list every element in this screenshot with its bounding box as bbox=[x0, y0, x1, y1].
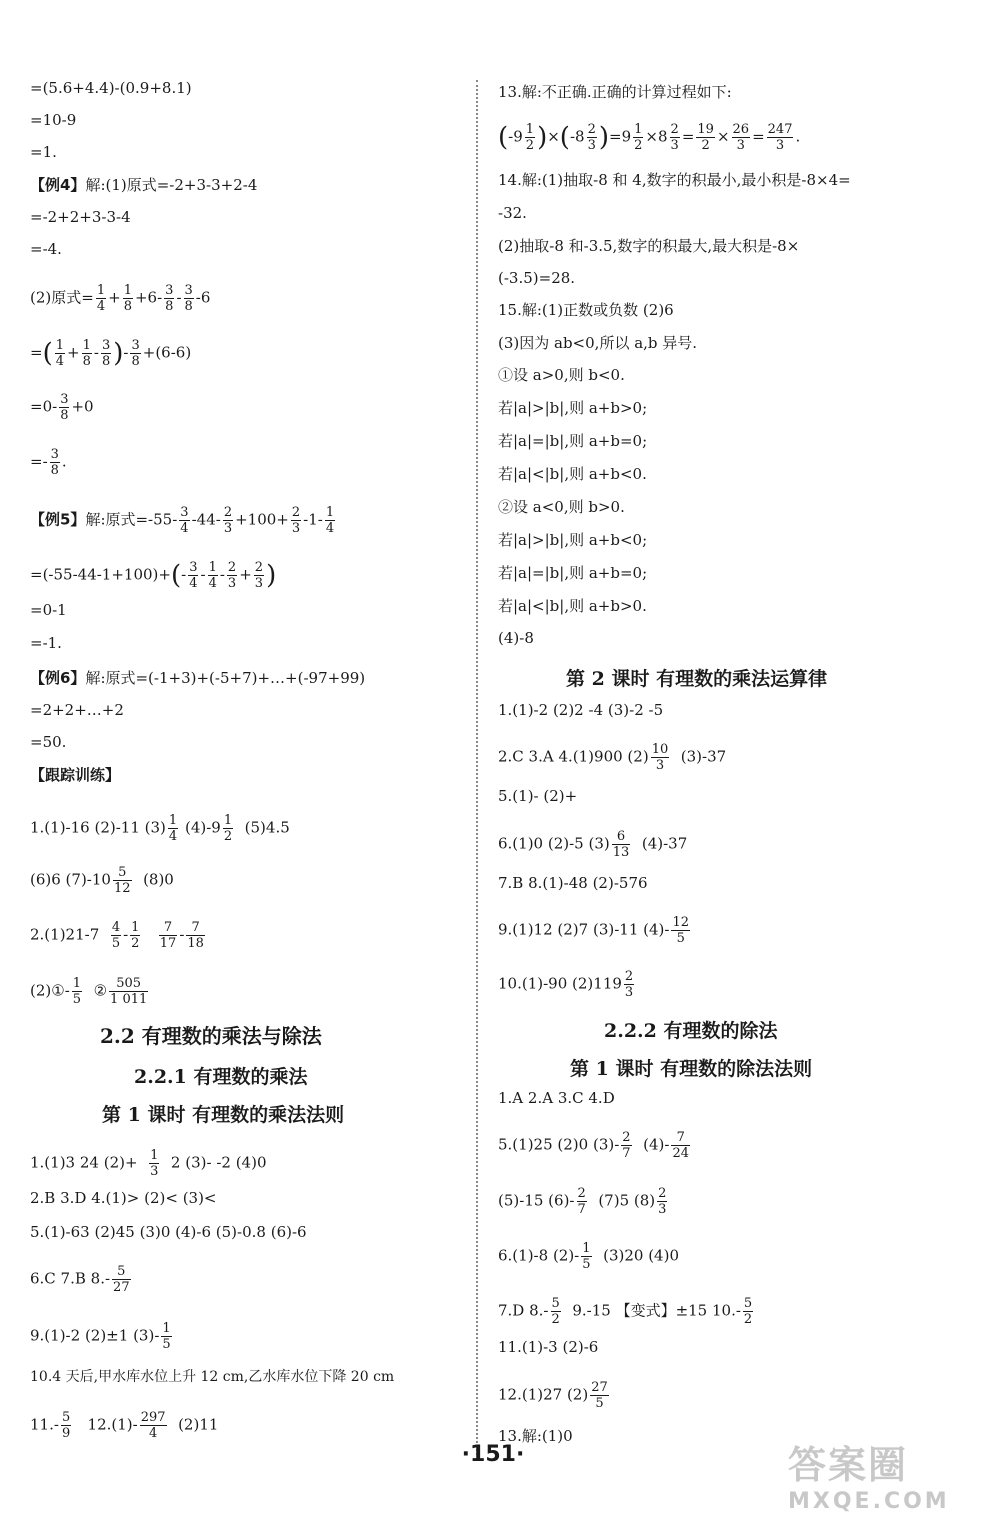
answer-line: 2.(1)21-7 $\frac{4}{5}$ - $\frac{1}{2}$ $\frac{7}{17}$ - $\frac{7}{18}$ bbox=[30, 920, 204, 951]
answer-line bbox=[30, 1410, 218, 1441]
text-line: ②设 a<0,则 b>0. bbox=[498, 498, 625, 516]
text-line: 若|a|>|b|,则 a+b<0; bbox=[498, 531, 648, 549]
text-line: 5.(1)- (2)+ bbox=[498, 787, 578, 805]
answer-line bbox=[498, 1380, 611, 1411]
text-line: 若|a|=|b|,则 a+b=0; bbox=[498, 432, 648, 450]
text: 6.(1)-8 (2)- bbox=[498, 1246, 580, 1265]
answer-line bbox=[498, 1130, 692, 1161]
fraction: $\frac{1}{2}$ bbox=[634, 122, 643, 153]
text-line: 1.A 2.A 3.C 4.D bbox=[498, 1089, 615, 1107]
fraction: $\frac{1}{4}$ bbox=[168, 813, 178, 844]
section-heading: 2.2 有理数的乘法与除法 bbox=[100, 1024, 322, 1048]
text: 1.(1)3 24 (2)+ bbox=[30, 1153, 138, 1172]
text: =0- bbox=[30, 397, 58, 416]
fraction: $\frac{1}{5}$ bbox=[582, 1241, 591, 1272]
column-divider bbox=[476, 80, 478, 1455]
text-line: (2)抽取-8 和-3.5,数字的积最大,最大积是-8× bbox=[498, 237, 800, 255]
text: 5.(1)25 (2)0 (3)- bbox=[498, 1135, 620, 1154]
fraction: $\frac{1}{4}$ bbox=[55, 338, 65, 369]
text-line: (4)-8 bbox=[498, 629, 534, 647]
fraction: $\frac{27}{5}$ bbox=[591, 1380, 608, 1411]
text: 6.(1)0 (2)-5 (3) bbox=[498, 834, 610, 853]
fraction: $\frac{5}{9}$ bbox=[61, 1410, 71, 1441]
watermark-logo bbox=[788, 1434, 968, 1524]
fraction: $\frac{247}{3}$ bbox=[767, 122, 793, 153]
answer-line bbox=[498, 829, 687, 860]
answer-line bbox=[498, 1296, 755, 1327]
fraction: $\frac{2}{3}$ bbox=[658, 1186, 667, 1217]
fraction: $\frac{26}{3}$ bbox=[732, 122, 750, 153]
math-line: =(-55-44-1+100)+(- $\frac{3}{4}$ - $\frac{1}{4}$ - $\frac{2}{3}$ + $\frac{2}{3}$ ) bbox=[30, 560, 277, 591]
text: 9.-15 【变式】±15 10.- bbox=[572, 1301, 741, 1320]
fraction: $\frac{5}{12}$ bbox=[113, 865, 131, 896]
text-line: =-2+2+3-3-4 bbox=[30, 208, 131, 226]
text: (4)- bbox=[643, 1135, 670, 1154]
text: (5)4.5 bbox=[244, 818, 290, 837]
fraction: $\frac{3}{8}$ bbox=[60, 392, 69, 423]
answer-line bbox=[30, 1148, 267, 1179]
fraction: $\frac{1}{2}$ bbox=[131, 920, 140, 951]
text-line: =-1. bbox=[30, 634, 62, 652]
text: (2)原式= bbox=[30, 288, 94, 307]
text-line: =10-9 bbox=[30, 111, 77, 129]
text: 12.(1)27 (2) bbox=[498, 1385, 589, 1404]
text: 1.(1)-16 (2)-11 (3) bbox=[30, 818, 166, 837]
text: (5)-15 (6)- bbox=[498, 1191, 575, 1210]
fraction: $\frac{2}{3}$ bbox=[624, 969, 634, 1000]
fraction: $\frac{1}{2}$ bbox=[525, 122, 535, 153]
tracking-training-label bbox=[30, 765, 120, 785]
math-line: (-9 $\frac{1}{2}$ )×(-8 $\frac{2}{3}$ )=9 $\frac{1}{2}$ ×8 $\frac{2}{3}$ = $\frac{19}{2}$ × $\frac{26}{3}$ = $\frac{247}{3}$ . bbox=[498, 122, 801, 153]
text: 7.D 8.- bbox=[498, 1301, 549, 1320]
example-5-line: 【例5】解:原式=-55- $\frac{3}{4}$ -44- $\frac{2}{3}$ +100+ $\frac{2}{3}$ -1- $\frac{1}{4}$ bbox=[30, 505, 335, 536]
fraction: $\frac{3}{4}$ bbox=[189, 560, 198, 591]
fraction: $\frac{2}{7}$ bbox=[622, 1130, 631, 1161]
example-tag: 【例5】 bbox=[30, 510, 86, 529]
text: 解:原式=-55- bbox=[85, 510, 178, 529]
fraction: $\frac{2}{3}$ bbox=[227, 560, 237, 591]
text: 2 (3)- -2 (4)0 bbox=[170, 1153, 267, 1172]
subsection-heading: 2.2.1 有理数的乘法 bbox=[134, 1066, 308, 1088]
text-line: 若|a|=|b|,则 a+b=0; bbox=[498, 564, 648, 582]
fraction: $\frac{1}{3}$ bbox=[150, 1148, 159, 1179]
fraction: $\frac{1}{5}$ bbox=[162, 1321, 171, 1352]
fraction: $\frac{3}{8}$ bbox=[50, 447, 59, 478]
text-line: 11.(1)-3 (2)-6 bbox=[498, 1338, 599, 1356]
math-line: =- $\frac{3}{8}$ . bbox=[30, 447, 67, 478]
text: 解:原式=(-1+3)+(-5+7)+…+(-97+99) bbox=[85, 669, 366, 687]
text: (3)20 (4)0 bbox=[603, 1246, 679, 1265]
fraction: $\frac{7}{17}$ bbox=[159, 920, 177, 951]
lesson-heading: 第 2 课时 有理数的乘法运算律 bbox=[566, 668, 828, 690]
fraction: $\frac{3}{8}$ bbox=[131, 338, 140, 369]
text: (4)-37 bbox=[641, 834, 688, 853]
fraction: $\frac{5}{27}$ bbox=[113, 1264, 130, 1295]
fraction: $\frac{1}{5}$ bbox=[72, 976, 82, 1007]
page-number: ·151· bbox=[461, 1442, 525, 1467]
text-line: 14.解:(1)抽取-8 和 4,数字的积最小,最小积是-8×4= bbox=[498, 171, 851, 189]
text-line: 13.解:(1)0 bbox=[498, 1427, 573, 1445]
text: (2)①- bbox=[30, 981, 70, 1000]
fraction: $\frac{19}{2}$ bbox=[697, 122, 714, 153]
answer-line bbox=[30, 1321, 174, 1352]
text-line: 15.解:(1)正数或负数 (2)6 bbox=[498, 301, 674, 319]
text: (7)5 (8) bbox=[598, 1191, 656, 1210]
text-line: ①设 a>0,则 b<0. bbox=[498, 366, 625, 384]
answer-line bbox=[498, 969, 636, 1000]
text-line: 5.(1)-63 (2)45 (3)0 (4)-6 (5)-0.8 (6)-6 bbox=[30, 1223, 307, 1241]
answer-line bbox=[498, 1241, 679, 1272]
answer-line bbox=[30, 1264, 133, 1295]
answer-line bbox=[498, 1186, 669, 1217]
text: (4)-9 bbox=[184, 818, 221, 837]
answer-line bbox=[30, 813, 290, 844]
text: 2.C 3.A 4.(1)900 (2) bbox=[498, 747, 649, 766]
fraction: $\frac{1}{8}$ bbox=[82, 338, 91, 369]
example-tag: 【例4】 bbox=[30, 176, 86, 194]
fraction: $\frac{3}{8}$ bbox=[101, 338, 111, 369]
text: 解:(1)原式=-2+3-3+2-4 bbox=[85, 176, 258, 194]
example-6-line bbox=[30, 668, 365, 688]
text-line: =-4. bbox=[30, 240, 62, 258]
text: 11.- bbox=[30, 1415, 59, 1434]
answer-line bbox=[30, 976, 150, 1007]
text-line: =(5.6+4.4)-(0.9+8.1) bbox=[30, 79, 192, 97]
text: (8)0 bbox=[143, 870, 174, 889]
fraction: $\frac{1}{2}$ bbox=[223, 813, 233, 844]
answer-line bbox=[498, 915, 692, 946]
fraction: $\frac{1}{8}$ bbox=[123, 283, 132, 314]
fraction: $\frac{12}{5}$ bbox=[672, 915, 690, 946]
text: (2)11 bbox=[178, 1415, 219, 1434]
text: =(-55-44-1+100)+ bbox=[30, 565, 171, 584]
fraction: $\frac{5}{2}$ bbox=[551, 1296, 560, 1327]
text-line: =50. bbox=[30, 733, 67, 751]
subsection-heading: 2.2.2 有理数的除法 bbox=[604, 1020, 778, 1042]
example-tag: 【例6】 bbox=[30, 669, 86, 687]
text: 6.C 7.B 8.- bbox=[30, 1269, 111, 1288]
text: =- bbox=[30, 452, 48, 471]
fraction: $\frac{3}{4}$ bbox=[180, 505, 189, 536]
answer-line bbox=[498, 742, 726, 773]
fraction: $\frac{7}{18}$ bbox=[187, 920, 204, 951]
text-line: 2.B 3.D 4.(1)> (2)< (3)< bbox=[30, 1189, 217, 1207]
text: (6)6 (7)-10 bbox=[30, 870, 111, 889]
text-line: =1. bbox=[30, 143, 57, 161]
text-line: 若|a|<|b|,则 a+b>0. bbox=[498, 597, 647, 615]
fraction: $\frac{297}{4}$ bbox=[140, 1410, 166, 1441]
text-line: -32. bbox=[498, 204, 527, 222]
text: 【跟踪训练】 bbox=[30, 766, 121, 784]
fraction: $\frac{2}{3}$ bbox=[291, 505, 301, 536]
fraction: $\frac{7}{24}$ bbox=[672, 1130, 689, 1161]
text-line: 10.4 天后,甲水库水位上升 12 cm,乙水库水位下降 20 cm bbox=[30, 1369, 395, 1385]
text: 12.(1)- bbox=[87, 1415, 138, 1434]
math-line: =0- $\frac{3}{8}$ +0 bbox=[30, 392, 94, 423]
lesson-heading: 第 1 课时 有理数的乘法法则 bbox=[102, 1104, 345, 1126]
lesson-heading: 第 1 课时 有理数的除法法则 bbox=[570, 1058, 813, 1080]
fraction: $\frac{2}{3}$ bbox=[254, 560, 264, 591]
fraction: $\frac{2}{3}$ bbox=[670, 122, 679, 153]
text-line: =0-1 bbox=[30, 601, 67, 619]
text-line: 13.解:不正确.正确的计算过程如下: bbox=[498, 83, 732, 101]
fraction: $\frac{505}{1 011}$ bbox=[110, 976, 148, 1007]
fraction: $\frac{2}{3}$ bbox=[587, 122, 596, 153]
fraction: $\frac{5}{2}$ bbox=[743, 1296, 753, 1327]
fraction: $\frac{6}{13}$ bbox=[612, 829, 630, 860]
text: 9.(1)-2 (2)±1 (3)- bbox=[30, 1326, 160, 1345]
fraction: $\frac{2}{3}$ bbox=[223, 505, 233, 536]
watermark-url: MXQE.COM bbox=[788, 1489, 950, 1514]
text-line: (3)因为 ab<0,所以 a,b 异号. bbox=[498, 334, 698, 352]
watermark-text: 答案圈 bbox=[788, 1443, 909, 1487]
text: 10.(1)-90 (2)119 bbox=[498, 974, 622, 993]
answer-line bbox=[30, 865, 174, 896]
fraction: $\frac{2}{7}$ bbox=[577, 1186, 586, 1217]
text: 2.(1)21-7 bbox=[30, 925, 100, 944]
text-line: 7.B 8.(1)-48 (2)-576 bbox=[498, 874, 648, 892]
text-line: 若|a|<|b|,则 a+b<0. bbox=[498, 465, 647, 483]
text: (3)-37 bbox=[680, 747, 727, 766]
fraction: $\frac{3}{8}$ bbox=[184, 283, 193, 314]
text-line: (-3.5)=28. bbox=[498, 269, 576, 287]
fraction: $\frac{1}{4}$ bbox=[96, 283, 106, 314]
example-4-line bbox=[30, 175, 257, 195]
text-line: 1.(1)-2 (2)2 -4 (3)-2 -5 bbox=[498, 701, 664, 719]
fraction: $\frac{10}{3}$ bbox=[651, 742, 669, 773]
example-4-part2: (2)原式= $\frac{1}{4}$ + $\frac{1}{8}$ +6- $\frac{3}{8}$ - $\frac{3}{8}$ -6 bbox=[30, 283, 211, 314]
fraction: $\frac{1}{4}$ bbox=[325, 505, 335, 536]
text: ② bbox=[93, 981, 108, 1000]
text-line: =2+2+…+2 bbox=[30, 701, 124, 719]
math-line: =( $\frac{1}{4}$ + $\frac{1}{8}$ - $\frac{3}{8}$ )- $\frac{3}{8}$ +(6-6) bbox=[30, 338, 192, 369]
text-line: 若|a|>|b|,则 a+b>0; bbox=[498, 399, 648, 417]
text: 9.(1)12 (2)7 (3)-11 (4)- bbox=[498, 920, 670, 939]
fraction: $\frac{4}{5}$ bbox=[111, 920, 121, 951]
fraction: $\frac{3}{8}$ bbox=[165, 283, 174, 314]
fraction: $\frac{1}{4}$ bbox=[208, 560, 217, 591]
